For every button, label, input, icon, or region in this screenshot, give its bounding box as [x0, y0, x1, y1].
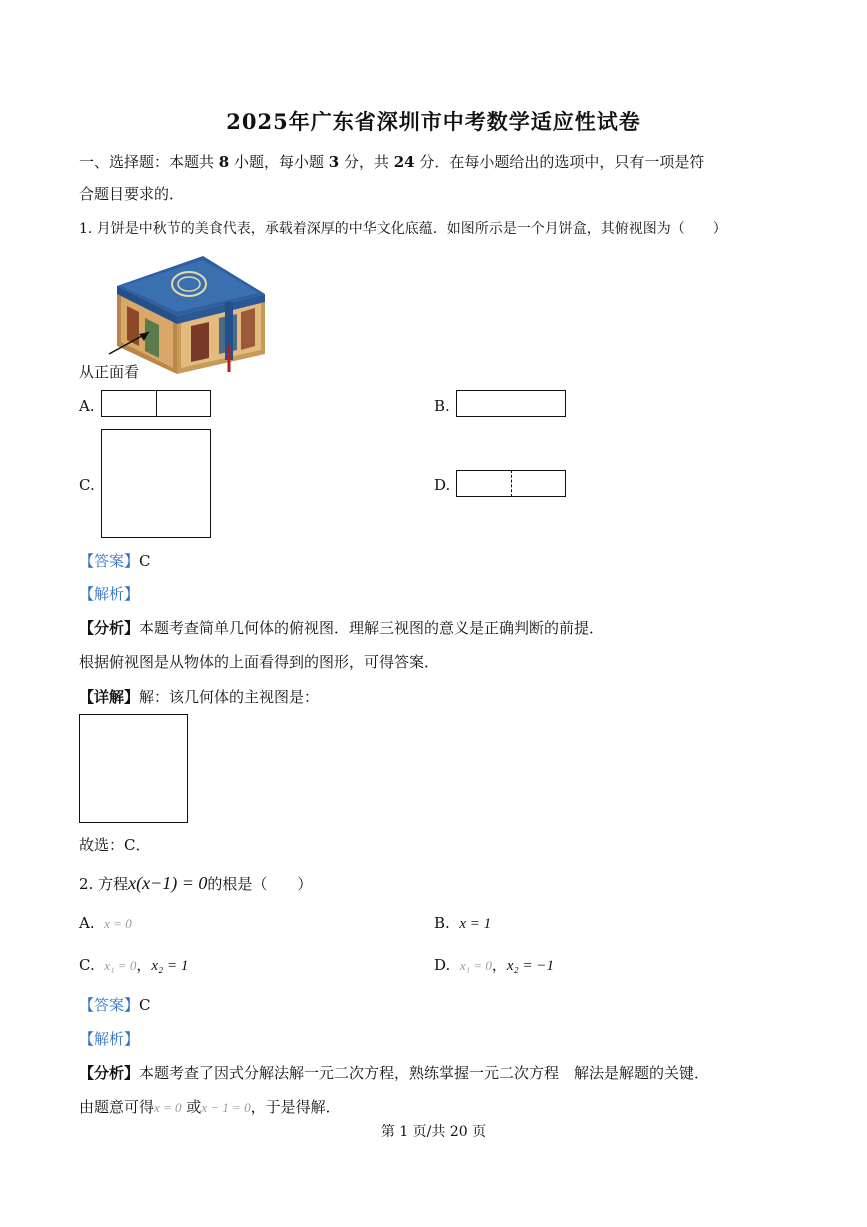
mooncake-box-image	[79, 246, 279, 378]
mooncake-box-drawing	[79, 246, 279, 378]
option-separator: ，	[136, 956, 152, 974]
question-count: 8	[218, 153, 230, 171]
option-math: x₁ = 0	[459, 958, 492, 973]
section-text: 一、选择题：本题共	[79, 153, 219, 171]
q2-fenxi	[79, 1062, 709, 1083]
points-each: 3	[328, 153, 340, 171]
q1-answer	[79, 550, 151, 571]
q2-stem	[79, 873, 312, 894]
q1-option-d-label: D.	[434, 476, 451, 494]
fenxi-tag: 【分析】	[79, 1064, 140, 1082]
option-math: x₁ = 0	[104, 958, 137, 973]
option-separator: ，	[491, 956, 507, 974]
q1-option-d-dashed-divider	[511, 470, 512, 497]
q2-answer	[79, 994, 151, 1015]
line-text: 或	[181, 1098, 202, 1116]
fenxi-text: 本题考查了因式分解法解一元二次方程，熟练掌握一元二次方程 解法是解题的关键．	[139, 1064, 710, 1082]
front-view-label: 从正面看	[79, 363, 140, 381]
option-math: x = 1	[459, 916, 492, 932]
fenxi-text: 本题考查简单几何体的俯视图．理解三视图的意义是正确判断的前提．	[139, 619, 605, 637]
answer-tag: 【答案】	[79, 996, 140, 1014]
option-math: x₂ = −1	[506, 958, 555, 974]
q1-stem: 1. 月饼是中秋节的美食代表，承载着深厚的中华文化底蕴．如图所示是一个月饼盒，其俯视图为（ ）	[79, 221, 727, 237]
section-text: 小题，每小题	[229, 153, 329, 171]
q1-main-view-figure	[79, 714, 188, 823]
answer-value: C	[139, 996, 151, 1014]
line-text: ，于是得解．	[250, 1098, 341, 1116]
q1-option-a-divider	[156, 390, 157, 417]
q1-option-a-label: A.	[79, 397, 95, 415]
q1-conclusion: 故选：C．	[79, 836, 151, 854]
option-label: C.	[79, 956, 95, 974]
q2-analysis-tag: 【解析】	[79, 1030, 140, 1048]
fenxi-tag: 【分析】	[79, 619, 140, 637]
q2-stem-text: 2. 方程	[79, 875, 129, 893]
page-footer: 第 1 页/共 20 页	[380, 1124, 487, 1140]
q2-option-d	[434, 954, 554, 975]
section-text: 分．在每小题给出的选项中，只有一项是符	[414, 153, 705, 171]
q2-option-c	[79, 954, 188, 975]
q2-option-b	[434, 914, 491, 933]
page-title: 2025年广东省深圳市中考数学适应性试卷	[226, 109, 641, 134]
option-math: x₂ = 1	[151, 958, 189, 974]
section-text: 分，共	[339, 153, 394, 171]
q1-fenxi-line2: 根据俯视图是从物体的上面看得到的图形，可得答案．	[79, 653, 440, 671]
option-label: D.	[434, 956, 451, 974]
option-label: B.	[434, 914, 450, 932]
line-math: x = 0	[154, 1100, 182, 1115]
answer-tag: 【答案】	[79, 552, 140, 570]
line-text: 由题意可得	[79, 1098, 155, 1116]
q2-option-a	[79, 914, 132, 932]
section-heading-line2: 合题目要求的．	[79, 185, 185, 203]
q1-analysis-tag: 【解析】	[79, 585, 140, 603]
q1-option-b-figure	[456, 390, 566, 417]
xiangjie-text: 解：该几何体的主视图是：	[139, 688, 320, 706]
q2-fenxi-line2	[79, 1096, 341, 1117]
q1-fenxi	[79, 617, 604, 638]
q1-option-c-label: C.	[79, 476, 95, 494]
q2-equation: x(x−1) = 0	[128, 873, 208, 893]
line-math: x − 1 = 0	[201, 1100, 251, 1115]
option-label: A.	[79, 914, 95, 932]
points-total: 24	[393, 153, 415, 171]
q2-stem-text: 的根是（ ）	[207, 875, 313, 893]
answer-value: C	[139, 552, 151, 570]
q1-option-c-figure	[101, 429, 211, 538]
section-heading	[79, 151, 704, 172]
q1-xiangjie	[79, 686, 319, 707]
q1-option-b-label: B.	[434, 397, 450, 415]
xiangjie-tag: 【详解】	[79, 688, 140, 706]
option-math: x = 0	[104, 916, 132, 931]
